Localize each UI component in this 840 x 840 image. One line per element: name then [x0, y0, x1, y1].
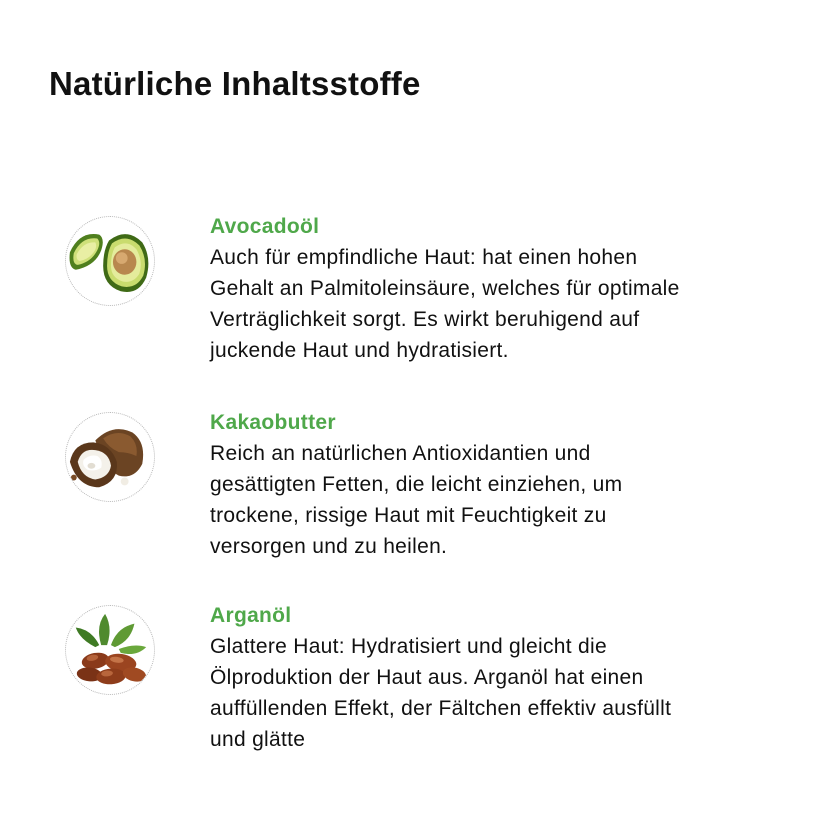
description-line: Reich an natürlichen Antioxidantien und	[210, 442, 591, 465]
description-line: trockene, rissige Haut mit Feuchtigkeit zu	[210, 504, 607, 527]
description-line: gesättigten Fetten, die leicht einziehen, um	[210, 473, 623, 496]
description-line: Glattere Haut: Hydratisiert und gleicht die	[210, 635, 607, 658]
ingredient-name: Avocadoöl	[210, 215, 320, 238]
description-line: auffüllenden Effekt, der Fältchen effektiv ausfüllt	[210, 697, 672, 720]
description-line: und glätte	[210, 728, 306, 751]
description-line: Gehalt an Palmitoleinsäure, welches für optimale	[210, 277, 680, 300]
ingredient-text	[210, 408, 770, 562]
avocado-icon	[65, 216, 155, 306]
ingredient-name: Arganöl	[210, 604, 292, 627]
description-line: Verträglichkeit sorgt. Es wirkt beruhigend auf	[210, 308, 640, 331]
page-title: Natürliche Inhaltsstoffe	[49, 65, 421, 102]
description-line: juckende Haut und hydratisiert.	[210, 339, 509, 362]
ingredient-description	[210, 242, 770, 366]
ingredient-name: Kakaobutter	[210, 411, 336, 434]
argan-nut-icon	[65, 605, 155, 695]
description-line: versorgen und zu heilen.	[210, 535, 448, 558]
ingredient-description	[210, 631, 770, 755]
ingredient-description	[210, 438, 770, 562]
description-line: Auch für empfindliche Haut: hat einen hohen	[210, 246, 638, 269]
description-line: Ölproduktion der Haut aus. Arganöl hat einen	[210, 666, 644, 689]
cocoa-butter-icon	[65, 412, 155, 502]
ingredient-text	[210, 212, 770, 366]
ingredient-text	[210, 601, 770, 755]
